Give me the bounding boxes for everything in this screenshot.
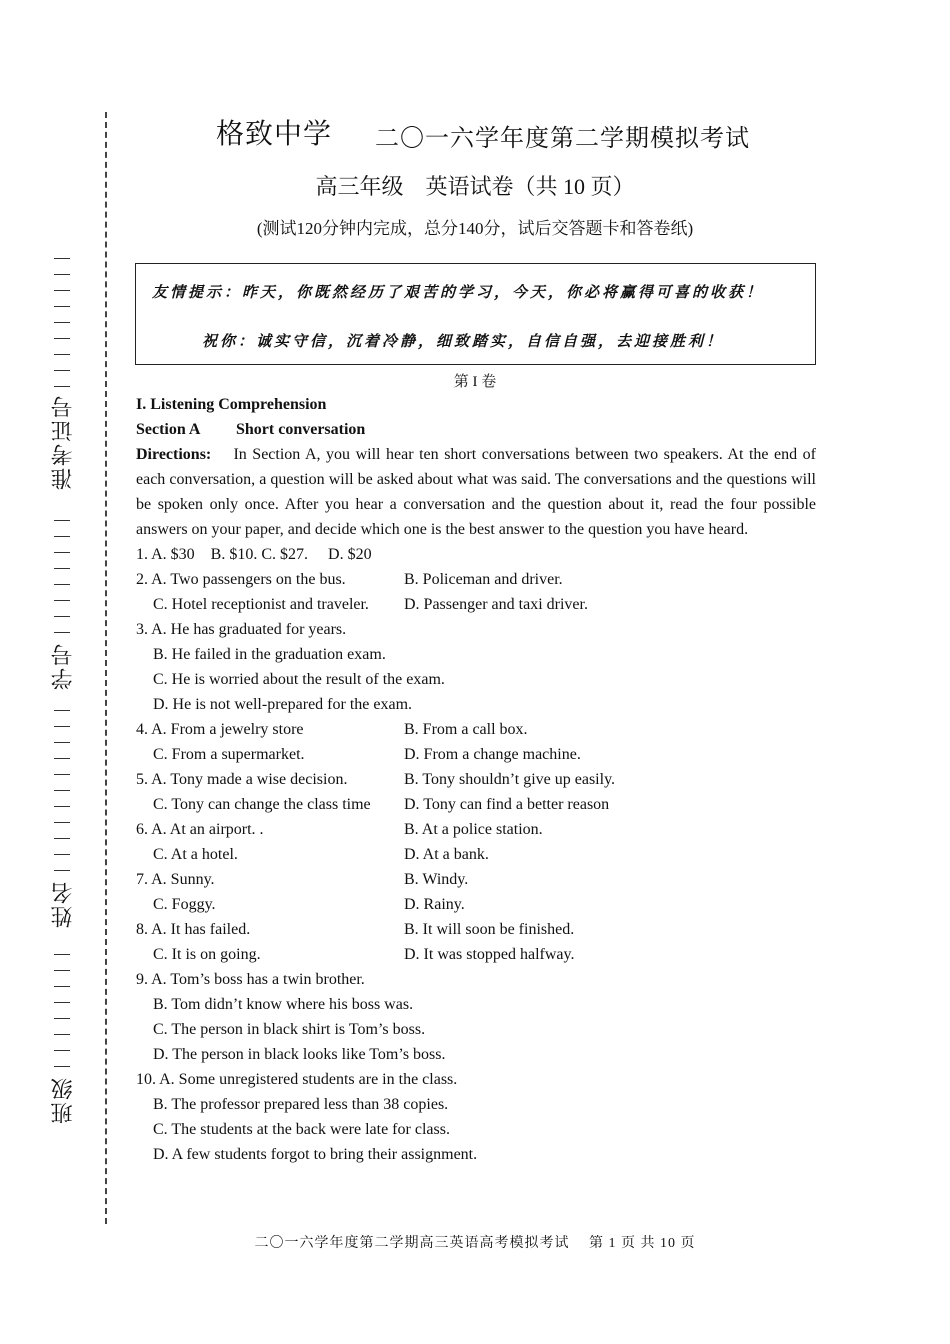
question-10-a xyxy=(136,1067,816,1092)
q8-option-b: B. It will soon be finished. xyxy=(404,921,575,938)
student-id-blank[interactable] xyxy=(54,520,70,638)
exam-id-label: 准考证号 xyxy=(49,394,75,490)
section-heading xyxy=(136,417,816,442)
question-6-row-1 xyxy=(136,817,816,842)
question-10-d xyxy=(136,1142,816,1167)
question-3-b xyxy=(136,642,816,667)
exam-note: (测试120分钟内完成，总分140分，试后交答题卡和答卷纸) xyxy=(256,219,694,238)
q7-option-b: B. Windy. xyxy=(404,871,469,888)
part-title: I. Listening Comprehension xyxy=(136,396,327,413)
q5-option-c: C. Tony can change the class time xyxy=(153,796,371,813)
question-8-row-1 xyxy=(136,917,816,942)
q3-option-c: C. He is worried about the result of the exam. xyxy=(153,671,445,688)
question-7-row-2 xyxy=(136,892,816,917)
q8-option-c: C. It is on going. xyxy=(153,946,261,963)
q8-option-a: 8. A. It has failed. xyxy=(136,921,251,938)
school-name: 格致中学 xyxy=(216,119,333,150)
q10-option-a: 10. A. Some unregistered students are in the class. xyxy=(136,1071,458,1088)
tip-box xyxy=(135,263,816,365)
q5-option-a: 5. A. Tony made a wise decision. xyxy=(136,771,348,788)
question-10-b xyxy=(136,1092,816,1117)
section-title: Short conversation xyxy=(236,421,366,438)
q9-option-c: C. The person in black shirt is Tom’s boss. xyxy=(153,1021,426,1038)
tip-line-1: 友情提示：昨天，你既然经历了艰苦的学习，今天，你必将赢得可喜的收获！ xyxy=(152,283,765,301)
question-content xyxy=(136,392,816,1167)
question-10-c xyxy=(136,1117,816,1142)
q7-option-d: D. Rainy. xyxy=(404,896,465,913)
q4-option-a: 4. A. From a jewelry store xyxy=(136,721,304,738)
q1-options: 1. A. $30 B. $10. C. $27. D. $20 xyxy=(136,546,372,563)
class-blank[interactable] xyxy=(54,954,70,1072)
question-2-row-2 xyxy=(136,592,816,617)
question-9-b xyxy=(136,992,816,1017)
student-id-field[interactable] xyxy=(46,520,78,694)
q3-option-a: 3. A. He has graduated for years. xyxy=(136,621,347,638)
question-6-row-2 xyxy=(136,842,816,867)
section-name: Section A xyxy=(136,421,201,438)
question-7-row-1 xyxy=(136,867,816,892)
question-3-c xyxy=(136,667,816,692)
q4-option-d: D. From a change machine. xyxy=(404,746,581,763)
question-3-d xyxy=(136,692,816,717)
q9-option-b: B. Tom didn’t know where his boss was. xyxy=(153,996,414,1013)
q2-option-d: D. Passenger and taxi driver. xyxy=(404,596,588,613)
q5-option-d: D. Tony can find a better reason xyxy=(404,796,610,813)
class-field[interactable] xyxy=(46,954,78,1128)
question-9-a xyxy=(136,967,816,992)
question-5-row-1 xyxy=(136,767,816,792)
q6-option-a: 6. A. At an airport. . xyxy=(136,821,264,838)
q2-option-a: 2. A. Two passengers on the bus. xyxy=(136,571,346,588)
q9-option-d: D. The person in black looks like Tom’s boss. xyxy=(153,1046,446,1063)
q2-option-b: B. Policeman and driver. xyxy=(404,571,563,588)
q6-option-c: C. At a hotel. xyxy=(153,846,238,863)
name-blank[interactable] xyxy=(54,710,70,876)
directions xyxy=(136,442,816,542)
paper-subtitle: 高三年级 英语试卷（共 10 页） xyxy=(315,174,635,199)
q10-option-b: B. The professor prepared less than 38 copies. xyxy=(153,1096,449,1113)
q10-option-d: D. A few students forgot to bring their assignment. xyxy=(153,1146,478,1163)
q4-option-b: B. From a call box. xyxy=(404,721,528,738)
volume-label: 第 I 卷 xyxy=(453,374,497,390)
question-5-row-2 xyxy=(136,792,816,817)
question-4-row-2 xyxy=(136,742,816,767)
student-id-label: 学号 xyxy=(49,642,75,690)
q3-option-b: B. He failed in the graduation exam. xyxy=(153,646,386,663)
q7-option-a: 7. A. Sunny. xyxy=(136,871,215,888)
exam-title: 二〇一六学年度第二学期模拟考试 xyxy=(375,126,750,152)
q2-option-c: C. Hotel receptionist and traveler. xyxy=(153,596,369,613)
class-label: 班级 xyxy=(49,1076,75,1124)
q4-option-c: C. From a supermarket. xyxy=(153,746,305,763)
q8-option-d: D. It was stopped halfway. xyxy=(404,946,575,963)
directions-text: In Section A, you will hear ten short conversations between two speakers. At the end of each conversation, a question will be asked about what was said. The conversations and the questions will be spoken only once. After you hear a conversation and the question about it, read the four possible answers on your paper, and decide which one is the best answer to the question you have heard. xyxy=(136,446,817,538)
binding-dashed-line xyxy=(105,112,107,1224)
question-9-d xyxy=(136,1042,816,1067)
q10-option-c: C. The students at the back were late for class. xyxy=(153,1121,450,1138)
q9-option-a: 9. A. Tom’s boss has a twin brother. xyxy=(136,971,365,988)
question-3-a xyxy=(136,617,816,642)
name-field[interactable] xyxy=(46,710,78,932)
q7-option-c: C. Foggy. xyxy=(153,896,216,913)
question-2-row-1 xyxy=(136,567,816,592)
page-footer: 二〇一六学年度第二学期高三英语高考模拟考试 第 1 页 共 10 页 xyxy=(254,1236,696,1251)
question-9-c xyxy=(136,1017,816,1042)
question-4-row-1 xyxy=(136,717,816,742)
name-label: 姓名 xyxy=(49,880,75,928)
directions-label: Directions: xyxy=(136,446,212,463)
q6-option-b: B. At a police station. xyxy=(404,821,543,838)
q3-option-d: D. He is not well-prepared for the exam. xyxy=(153,696,413,713)
q5-option-b: B. Tony shouldn’t give up easily. xyxy=(404,771,616,788)
tip-line-2: 祝你：诚实守信，沉着冷静，细致踏实，自信自强，去迎接胜利！ xyxy=(202,332,725,350)
question-1 xyxy=(136,542,816,567)
q6-option-d: D. At a bank. xyxy=(404,846,489,863)
question-8-row-2 xyxy=(136,942,816,967)
